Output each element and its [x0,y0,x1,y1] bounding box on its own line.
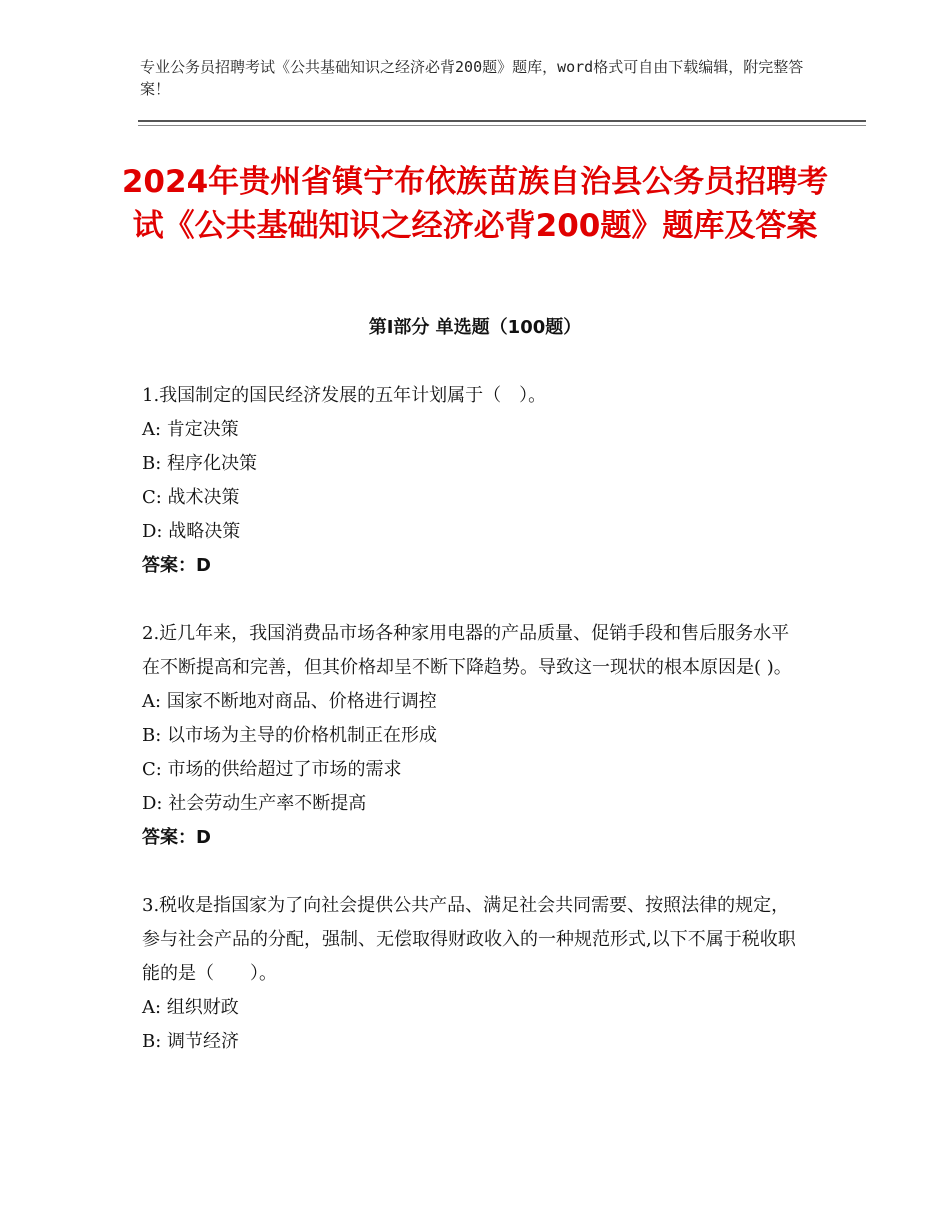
option-a: A: 肯定决策 [142,419,239,440]
header-note: 专业公务员招聘考试《公共基础知识之经济必背200题》题库，word格式可自由下载编辑，附完整答案！ [140,58,804,98]
header-rule-thick [138,120,866,122]
document-title: 2024年贵州省镇宁布依族苗族自治县公务员招聘考试《公共基础知识之经济必背200题》题库及答案 [121,164,829,244]
option-a: A: 组织财政 [142,997,239,1018]
spacer [142,583,802,617]
option-b: B: 程序化决策 [142,453,258,474]
option-d: D: 战略决策 [142,521,241,542]
question-stem: 2.近几年来，我国消费品市场各种家用电器的产品质量、促销手段和售后服务水平在不断提高和完善，但其价格却呈不断下降趋势。导致这一现状的根本原因是( )。 [142,623,792,678]
option-b: B: 以市场为主导的价格机制正在形成 [142,725,438,746]
question-list [142,379,802,1059]
option-b: B: 调节经济 [142,1031,240,1052]
question-stem: 3.税收是指国家为了向社会提供公共产品、满足社会共同需要、按照法律的规定，参与社会产品的分配，强制、无偿取得财政收入的一种规范形式,以下不属于税收职能的是（ ）。 [142,895,796,984]
option-c: C: 战术决策 [142,487,240,508]
option-a: A: 国家不断地对商品、价格进行调控 [142,691,437,712]
section-heading: 第I部分 单选题（100题） [368,317,582,338]
spacer [142,855,802,889]
option-c: C: 市场的供给超过了市场的需求 [142,759,402,780]
answer: 答案：D [142,555,211,576]
answer: 答案：D [142,827,211,848]
question-1 [142,379,802,583]
option-d: D: 社会劳动生产率不断提高 [142,793,367,814]
question-3 [142,889,802,1059]
header-rule-thin [138,125,866,126]
question-stem: 1.我国制定的国民经济发展的五年计划属于（ ）。 [142,385,547,406]
question-2 [142,617,802,855]
